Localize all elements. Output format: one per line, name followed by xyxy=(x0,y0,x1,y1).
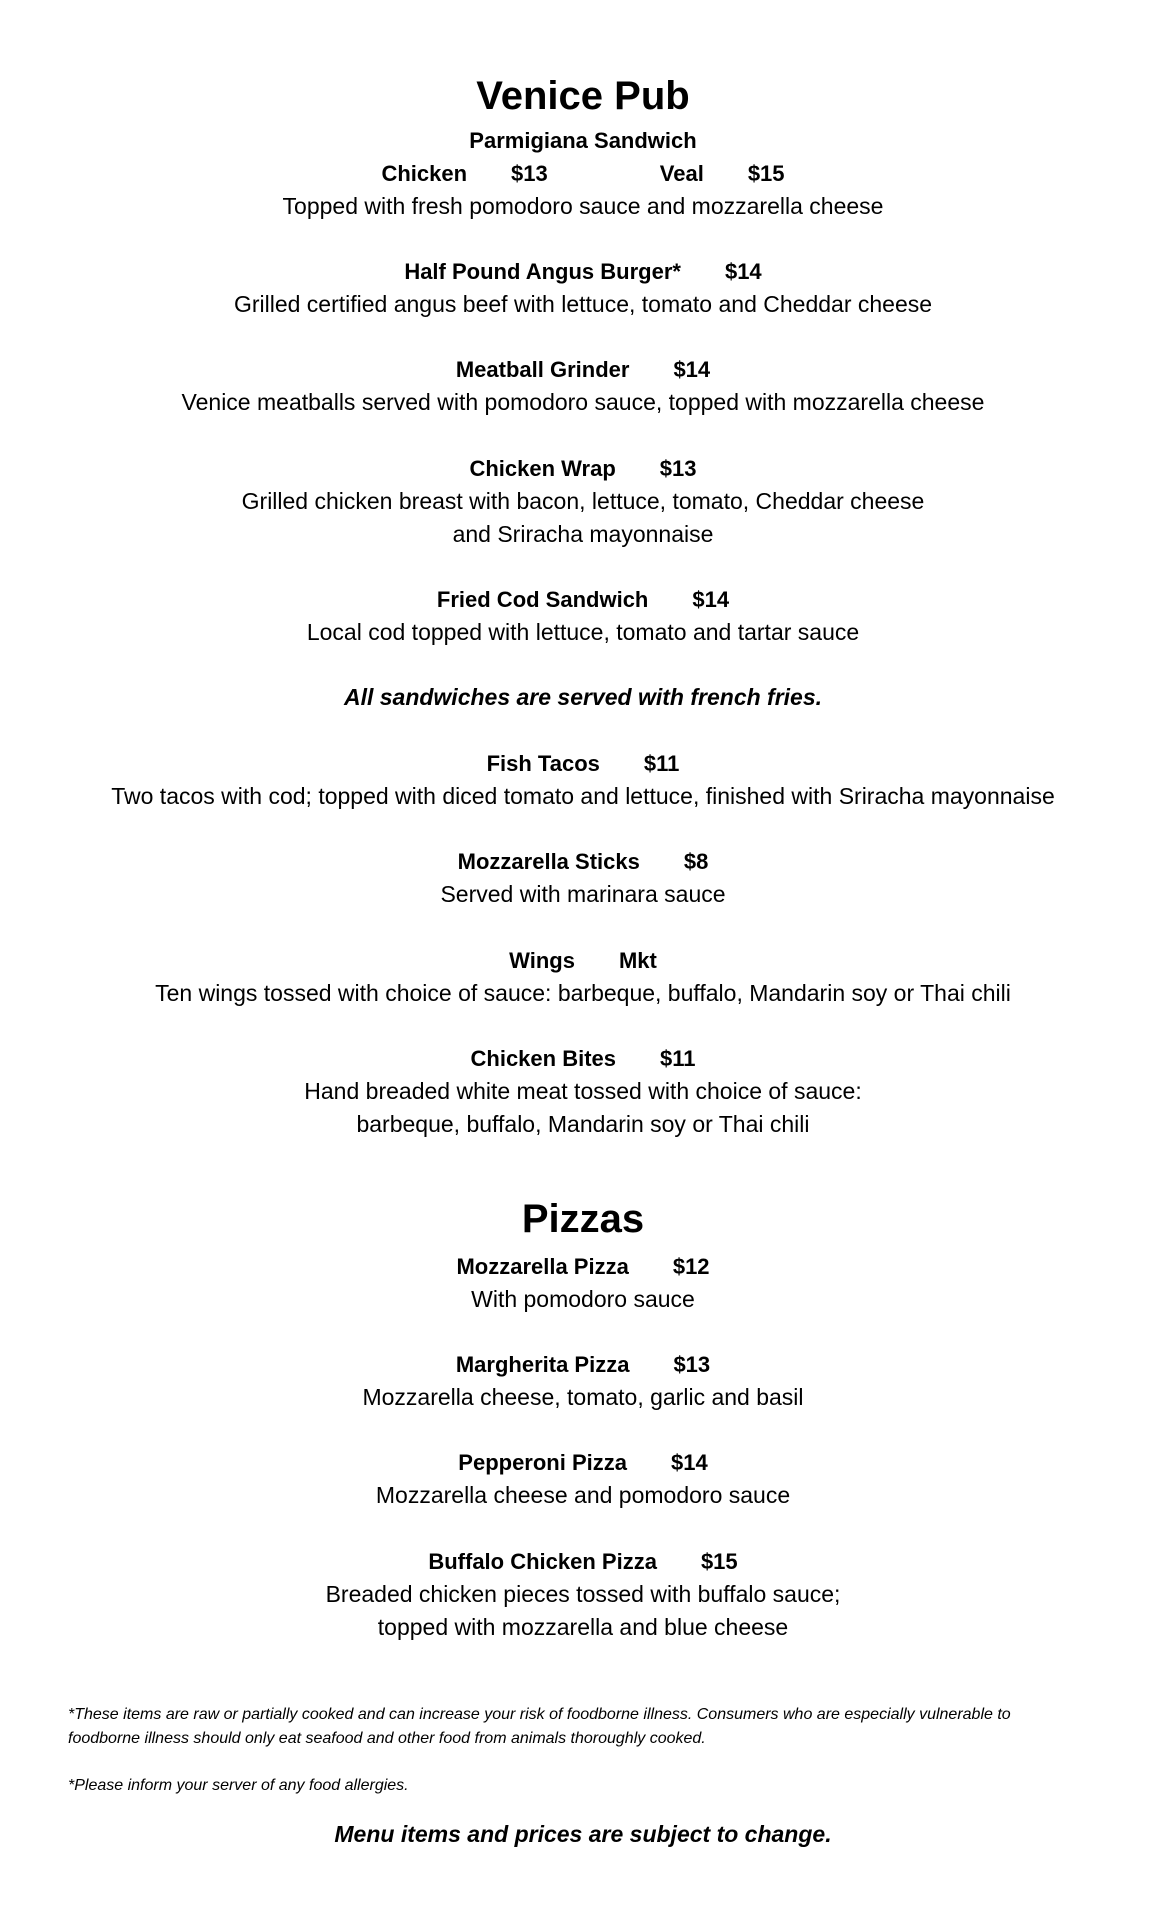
item-price: $8 xyxy=(683,849,709,874)
menu-item xyxy=(0,1348,1166,1414)
item-description: Topped with fresh pomodoro sauce and mozzarella cheese xyxy=(282,193,884,219)
item-price: $14 xyxy=(724,259,762,284)
item-name: Half Pound Angus Burger* xyxy=(404,259,681,284)
option-price: $13 xyxy=(511,161,548,186)
item-name: Fish Tacos xyxy=(486,751,600,776)
item-description: Served with marinara sauce xyxy=(440,881,726,907)
warning-line: foodborne illness should only eat seafood and other food from animals thoroughly cooked. xyxy=(68,1730,706,1747)
item-description-cont: topped with mozzarella and blue cheese xyxy=(377,1614,789,1640)
menu-item xyxy=(0,1250,1166,1316)
item-description: Venice meatballs served with pomodoro sauce, topped with mozzarella cheese xyxy=(181,389,985,415)
item-description: Hand breaded white meat tossed with choice of sauce: xyxy=(304,1078,862,1104)
menu-item xyxy=(0,1042,1166,1141)
item-name: Wings xyxy=(509,948,575,973)
item-price: $15 xyxy=(700,1549,738,1574)
item-description: With pomodoro sauce xyxy=(471,1286,695,1312)
item-price: $13 xyxy=(659,456,697,481)
item-price: $11 xyxy=(660,1046,696,1071)
item-name: Margherita Pizza xyxy=(455,1352,630,1377)
item-name: Mozzarella Sticks xyxy=(457,849,640,874)
menu-item xyxy=(0,1446,1166,1512)
menu-item xyxy=(0,452,1166,551)
item-name: Meatball Grinder xyxy=(455,357,630,382)
menu-title: Venice Pub xyxy=(476,74,690,118)
item-price: $13 xyxy=(673,1352,711,1377)
item-description: Ten wings tossed with choice of sauce: barbeque, buffalo, Mandarin soy or Thai chili xyxy=(155,980,1011,1006)
item-name: Chicken Wrap xyxy=(469,456,616,481)
item-name: Parmigiana Sandwich xyxy=(469,128,697,153)
item-price: $14 xyxy=(673,357,711,382)
warning-line: *These items are raw or partially cooked and can increase your risk of foodborne illness. Consumers who are especially vulnerable to xyxy=(68,1706,1011,1723)
menu-item xyxy=(0,1545,1166,1644)
item-description: Breaded chicken pieces tossed with buffalo sauce; xyxy=(325,1581,841,1607)
menu-item xyxy=(0,944,1166,1010)
item-options xyxy=(0,157,1166,190)
item-price: Mkt xyxy=(618,948,657,973)
item-name: Mozzarella Pizza xyxy=(456,1254,629,1279)
section-title-pizzas: Pizzas xyxy=(521,1197,645,1241)
item-description-cont: barbeque, buffalo, Mandarin soy or Thai chili xyxy=(356,1111,810,1137)
item-description: Two tacos with cod; topped with diced tomato and lettuce, finished with Sriracha mayonnaise xyxy=(111,783,1055,809)
item-name: Pepperoni Pizza xyxy=(458,1450,627,1475)
food-safety-warning xyxy=(68,1703,1108,1751)
menu-item xyxy=(0,845,1166,911)
menu-item xyxy=(0,583,1166,649)
menu-item xyxy=(0,353,1166,419)
closing-note: Menu items and prices are subject to change. xyxy=(334,1821,832,1847)
item-description: Mozzarella cheese and pomodoro sauce xyxy=(375,1482,791,1508)
item-price: $14 xyxy=(692,587,730,612)
option-name: Veal xyxy=(659,161,704,186)
item-description: Grilled chicken breast with bacon, lettuce, tomato, Cheddar cheese xyxy=(241,488,925,514)
option-name: Chicken xyxy=(381,161,468,186)
item-description: Grilled certified angus beef with lettuce, tomato and Cheddar cheese xyxy=(233,291,933,317)
menu-item xyxy=(0,255,1166,321)
item-price: $12 xyxy=(672,1254,710,1279)
item-description: Local cod topped with lettuce, tomato and tartar sauce xyxy=(306,619,860,645)
item-name: Fried Cod Sandwich xyxy=(436,587,649,612)
menu-item-parmigiana xyxy=(0,124,1166,223)
item-name: Chicken Bites xyxy=(470,1046,616,1071)
item-description-cont: and Sriracha mayonnaise xyxy=(452,521,714,547)
allergy-note: *Please inform your server of any food allergies. xyxy=(68,1777,409,1794)
option-price: $15 xyxy=(747,161,785,186)
sandwich-note: All sandwiches are served with french fries. xyxy=(343,684,823,710)
item-name: Buffalo Chicken Pizza xyxy=(428,1549,657,1574)
item-price: $11 xyxy=(643,751,680,776)
item-price: $14 xyxy=(671,1450,708,1475)
item-description: Mozzarella cheese, tomato, garlic and basil xyxy=(362,1384,804,1410)
menu-item xyxy=(0,747,1166,813)
